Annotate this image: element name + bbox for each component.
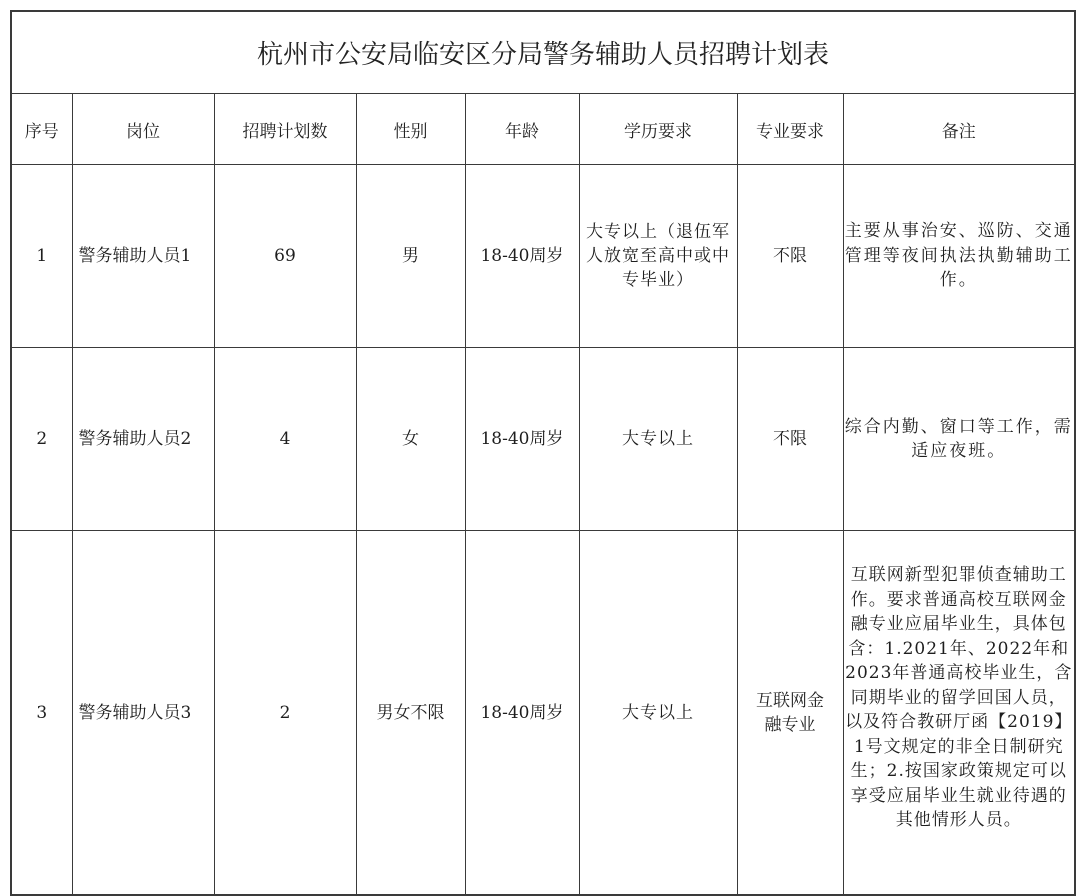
- cell-plan-count: 2: [214, 531, 356, 896]
- header-age: 年龄: [465, 94, 579, 165]
- header-position: 岗位: [72, 94, 214, 165]
- cell-major: 不限: [737, 348, 843, 531]
- table-row: [11, 348, 1075, 531]
- cell-education: 大专以上: [579, 531, 737, 896]
- header-major: 专业要求: [737, 94, 843, 165]
- cell-education: 大专以上: [579, 348, 737, 531]
- cell-remarks: 互联网新型犯罪侦查辅助工作。要求普通高校互联网金融专业应届毕业生，具体包含：1.2021年、2022年和2023年普通高校毕业生，含同期毕业的留学回国人员，以及符合教研厅函【2019】1号文规定的非全日制研究生；2.按国家政策规定可以享受应届毕业生就业待遇的其他情形人员。: [843, 531, 1075, 896]
- cell-position: 警务辅助人员3: [72, 531, 214, 896]
- recruitment-plan-table: [10, 10, 1076, 896]
- header-row: [11, 94, 1075, 165]
- cell-remarks: 主要从事治安、巡防、交通管理等夜间执法执勤辅助工作。: [843, 165, 1075, 348]
- cell-major: [737, 531, 843, 896]
- cell-index: 3: [11, 531, 72, 896]
- header-remarks: 备注: [843, 94, 1075, 165]
- table-row: [11, 531, 1075, 896]
- cell-index: 1: [11, 165, 72, 348]
- header-gender: 性别: [356, 94, 465, 165]
- cell-age: 18-40周岁: [465, 165, 579, 348]
- cell-position: 警务辅助人员2: [72, 348, 214, 531]
- cell-age: 18-40周岁: [465, 531, 579, 896]
- cell-major-text: 互联网金融专业: [756, 690, 824, 735]
- cell-plan-count: 69: [214, 165, 356, 348]
- table-row: [11, 165, 1075, 348]
- table-title: 杭州市公安局临安区分局警务辅助人员招聘计划表: [11, 11, 1075, 94]
- header-education: 学历要求: [579, 94, 737, 165]
- cell-position: 警务辅助人员1: [72, 165, 214, 348]
- recruitment-plan-sheet: [10, 10, 1074, 866]
- cell-major: 不限: [737, 165, 843, 348]
- cell-plan-count: 4: [214, 348, 356, 531]
- cell-gender: 男: [356, 165, 465, 348]
- cell-gender: 男女不限: [356, 531, 465, 896]
- cell-education: 大专以上（退伍军人放宽至高中或中专毕业）: [579, 165, 737, 348]
- cell-index: 2: [11, 348, 72, 531]
- cell-remarks: 综合内勤、窗口等工作，需适应夜班。: [843, 348, 1075, 531]
- cell-gender: 女: [356, 348, 465, 531]
- header-index: 序号: [11, 94, 72, 165]
- cell-age: 18-40周岁: [465, 348, 579, 531]
- header-plan-count: 招聘计划数: [214, 94, 356, 165]
